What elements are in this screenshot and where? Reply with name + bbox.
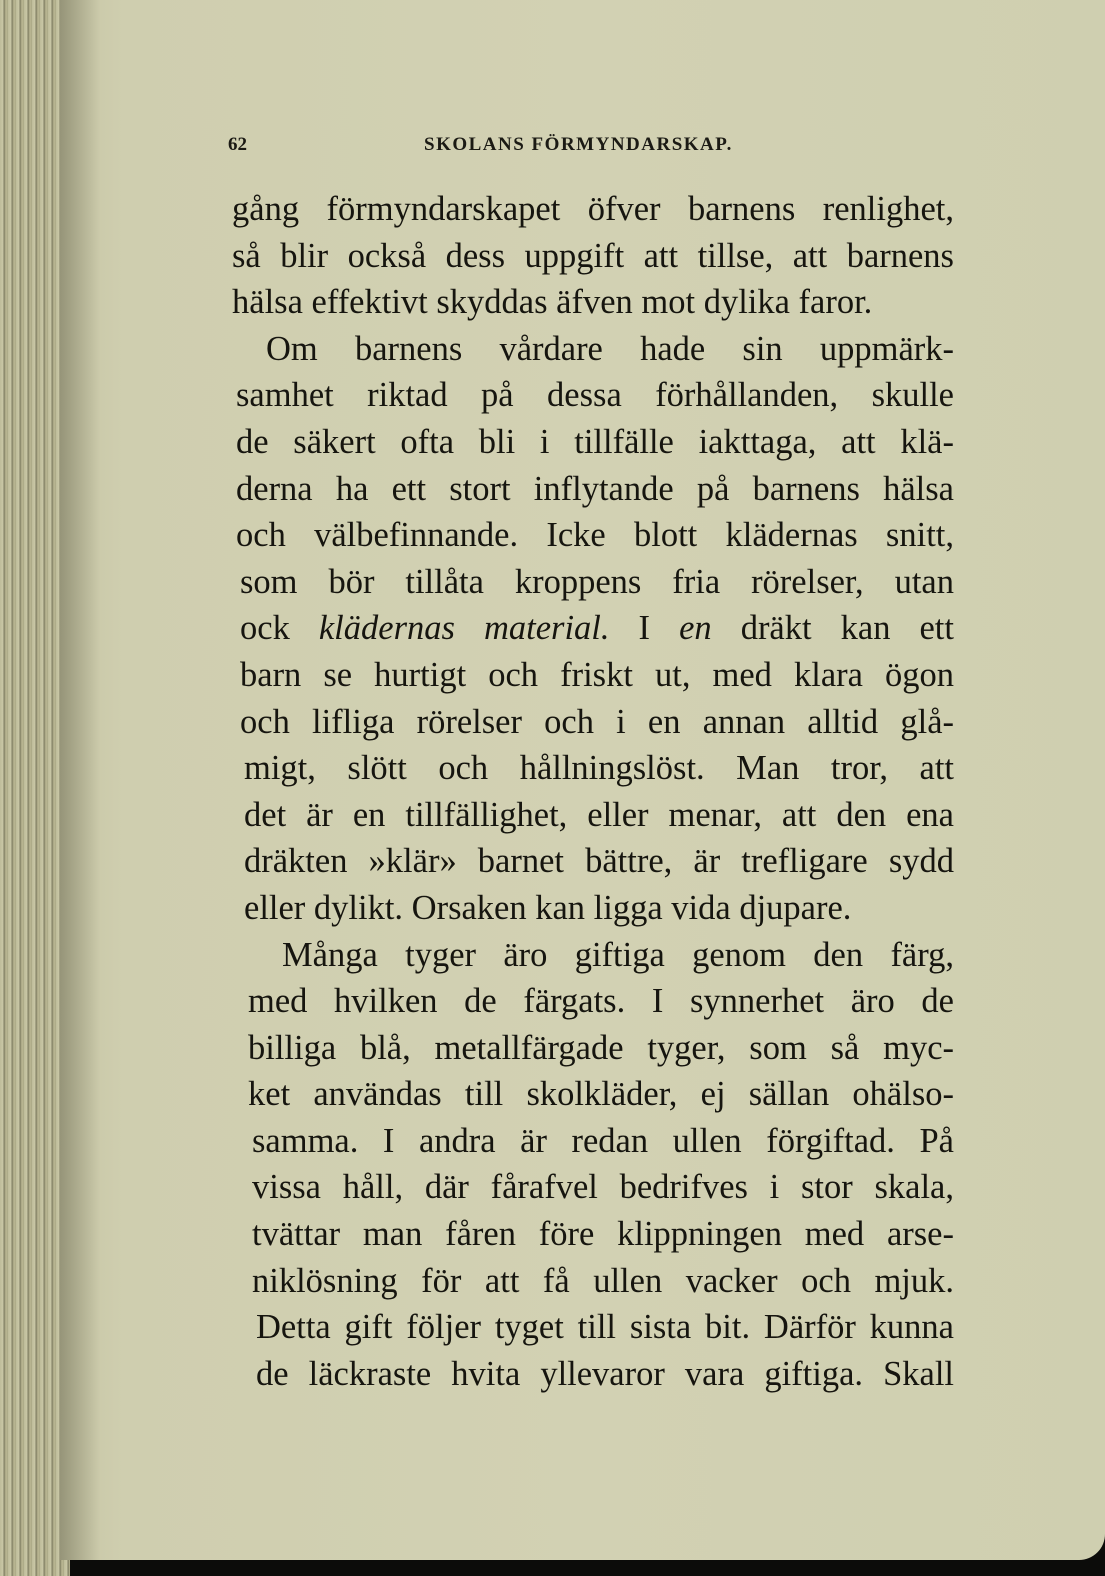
text-line: barn se hurtigt och friskt ut, med klara ögon	[240, 655, 954, 694]
italic-run: klädernas material.	[318, 609, 610, 648]
paragraph-start-line: Om barnens vårdare hade sin uppmärk-	[266, 329, 954, 368]
text-run: ock	[240, 609, 319, 648]
italic-run: en	[679, 609, 712, 648]
text-line: migt, slött och hållningslöst. Man tror, att	[244, 749, 954, 788]
running-head	[228, 130, 788, 160]
gutter-shadow	[60, 0, 100, 1560]
paragraph-start-line: Många tyger äro giftiga genom den färg,	[282, 935, 954, 974]
text-line: tvättar man fåren före klippningen med arse-	[252, 1215, 954, 1254]
text-line: samma. I andra är redan ullen förgiftad. På	[252, 1121, 954, 1160]
text-line: derna ha ett stort inflytande på barnens hälsa	[236, 469, 954, 508]
text-line: samhet riktad på dessa förhållanden, skulle	[236, 376, 954, 415]
text-line: hälsa effektivt skyddas äfven mot dylika faror.	[232, 283, 873, 322]
text-line: som bör tillåta kroppens fria rörelser, utan	[240, 562, 954, 601]
page-number: 62	[228, 134, 247, 155]
text-line: och välbefinnande. Icke blott klädernas snitt,	[236, 516, 954, 555]
text-line-italic-emphasis	[240, 605, 954, 652]
body-text	[232, 186, 954, 1397]
text-line: och lifliga rörelser och i en annan alltid glå-	[240, 702, 954, 741]
text-line: gång förmyndarskapet öfver barnens renlighet,	[232, 190, 954, 228]
text-run: dräkt kan ett	[711, 609, 954, 648]
running-head-title: SKOLANS FÖRMYNDARSKAP.	[424, 134, 733, 155]
text-line: billiga blå, metallfärgade tyger, som så myc-	[248, 1028, 954, 1067]
text-line: det är en tillfällighet, eller menar, att den ena	[244, 795, 954, 834]
text-line: niklösning för att få ullen vacker och mjuk.	[252, 1261, 954, 1300]
text-line: Detta gift följer tyget till sista bit. Därför kunna	[256, 1308, 954, 1347]
text-line: dräkten »klär» barnet bättre, är trefligare sydd	[244, 842, 954, 881]
text-line: vissa håll, där fårafvel bedrifves i stor skala,	[252, 1168, 954, 1207]
text-line: så blir också dess uppgift att tillse, att barnens	[232, 236, 954, 275]
text-line: med hvilken de färgats. I synnerhet äro de	[248, 982, 954, 1021]
text-line: de läckraste hvita yllevaror vara giftiga. Skall	[256, 1354, 954, 1393]
text-line: de säkert ofta bli i tillfälle iakttaga, att klä-	[236, 422, 954, 461]
text-run: I	[609, 609, 680, 648]
text-line: ket användas till skolkläder, ej sällan ohälso-	[248, 1075, 954, 1114]
text-line: eller dylikt. Orsaken kan ligga vida djupare.	[244, 888, 852, 927]
